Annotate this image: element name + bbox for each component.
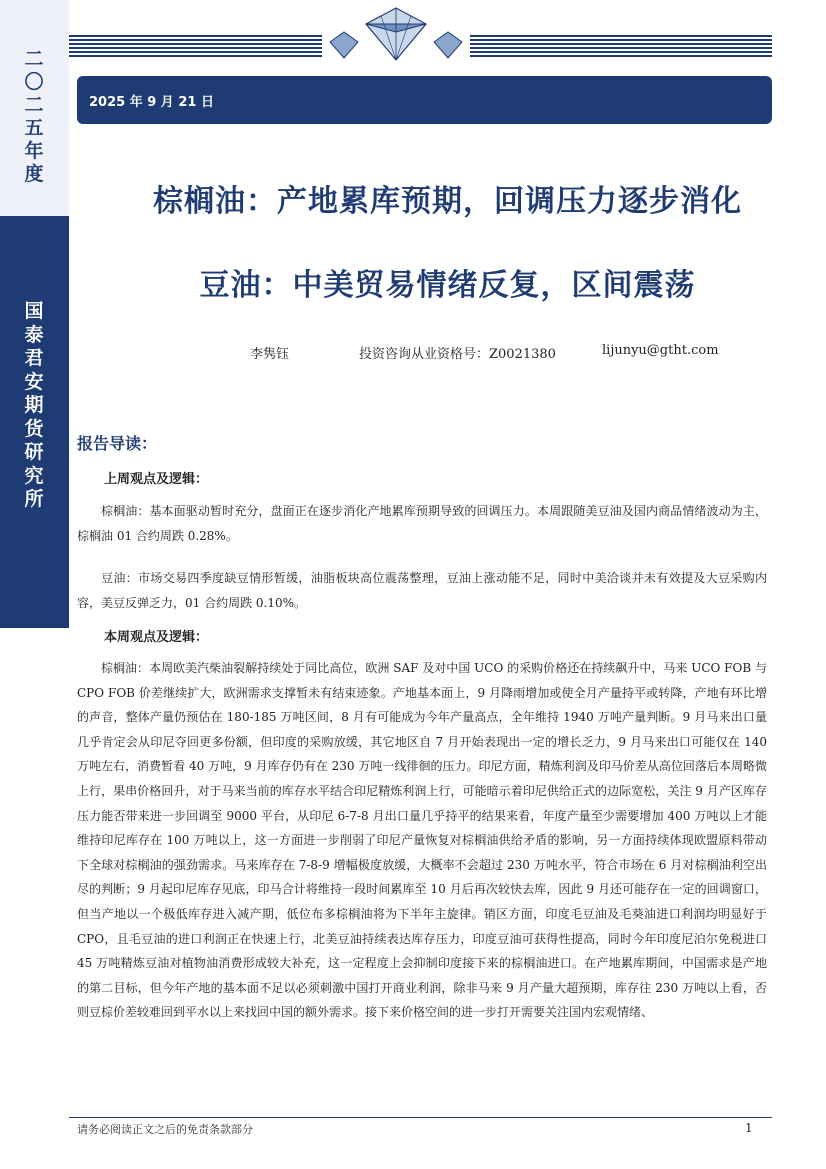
report-title-soy: 豆油：中美贸易情绪反复，区间震荡 bbox=[199, 268, 696, 303]
last-week-palm-paragraph: 棕榈油：基本面驱动暂时充分，盘面正在逐步消化产地累库预期导致的回调压力。本周跟随美豆油及国内商品情绪波动为主，棕榈油 01 合约周跌 0.28%。 bbox=[77, 504, 767, 543]
sidebar-year-panel bbox=[0, 0, 69, 216]
author-name: 李隽钰 bbox=[250, 347, 290, 362]
report-date: 2025 年 9 月 21 日 bbox=[89, 95, 214, 110]
this-week-heading: 本周观点及逻辑： bbox=[104, 630, 209, 645]
sidebar bbox=[0, 0, 69, 1169]
last-week-soy-paragraph: 豆油：市场交易四季度缺豆情形暂缓，油脂板块高位震荡整理，豆油上涨动能不足，同时中美洽谈并未有效提及大豆采购内容，美豆反弹乏力，01 合约周跌 0.10%。 bbox=[77, 571, 767, 610]
sidebar-year: 二 〇 二 五 年 度 bbox=[24, 48, 44, 185]
footer-disclaimer: 请务必阅读正文之后的免责条款部分 bbox=[77, 1123, 253, 1136]
footer-divider bbox=[69, 1117, 772, 1118]
report-intro-heading: 报告导读： bbox=[77, 434, 158, 453]
author-license: 投资咨询从业资格号：Z0021380 bbox=[359, 347, 556, 362]
sidebar-company-name: 国 泰 君 安 期 货 研 究 所 bbox=[24, 300, 44, 510]
date-banner bbox=[77, 76, 772, 124]
diamond-logo-icon bbox=[322, 2, 470, 64]
author-email: lijunyu@gtht.com bbox=[602, 343, 719, 358]
last-week-heading: 上周观点及逻辑： bbox=[104, 472, 209, 487]
page-number: 1 bbox=[745, 1121, 753, 1135]
report-title-palm: 棕榈油：产地累库预期，回调压力逐步消化 bbox=[153, 184, 742, 219]
this-week-palm-paragraph: 棕榈油：本周欧美汽柴油裂解持续处于同比高位，欧洲 SAF 及对中国 UCO 的采购价格还在持续飙升中，马来 UCO FOB 与 CPO FOB 价差继续扩大，欧洲需求支撑暂未有结束迹象。产地基本面上，9 月降雨增加或使全月产量持平或转降，产地有环比增的声音，整体产量仍预估在 180-185 万吨区间，8 月有可能成为今年产量高点，全年维持 1940 万吨产量判断。9 月马来出口量几乎肯定会从印尼夺回更多份额，但印度的采购放缓，其它地区自 7 月开始表现出一定的增长乏力，9 月马来出口可能仅在 140 万吨左右，消费暂看 40 万吨，9 月库存仍有在 230 万吨一线徘徊的压力。印尼方面，精炼利润及印马价差从高位回落后本周略微上行，果串价格回升，对于马来当前的库存水平结合印尼精炼利润上行，可能暗示着印尼供给正式的边际宽松，关注 9 月产区库存压力能否带来进一步回调至 9000 平台，从印尼 6-7-8 月出口量几乎持平的结果来看，年度产量至少需要增加 400 万吨以上才能维持印尼库存在 100 万吨以上，这一方面进一步削弱了印尼产量恢复对棕榈油供给矛盾的影响，另一方面持续体现欧盟原料带动下全球对棕榈油的强劲需求。马来库存在 7-8-9 增幅极度放缓，大概率不会超过 230 万吨水平，符合市场在 6 月对棕榈油利空出尽的判断；9 月起印尼库存见底，印马合计将维持一段时间累库至 10 月后再次较快去库，因此 9 月还可能存在一定的回调窗口，但当产地以一个极低库存进入减产期，低位布多棕榈油将为下半年主旋律。销区方面，印度毛豆油及毛葵油进口利润均明显好于 CPO，且毛豆油的进口利润正在快速上行，北美豆油持续表达库存压力，印度豆油可获得性提高，同时今年印度尼泊尔免税进口 45 万吨精炼豆油对植物油消费形成较大补充，这一定程度上会抑制印度接下来的棕榈油进口。在产地累库期间，中国需求是产地的第二目标，但今年产地的基本面不足以必须刺激中国打开商业利润，除非马来 9 月产量大超预期，库存往 230 万吨以上看，否则豆棕价差较难回到平水以上来找回中国的额外需求。接下来价格空间的进一步打开需要关注国内宏观情绪、 bbox=[77, 661, 767, 1020]
